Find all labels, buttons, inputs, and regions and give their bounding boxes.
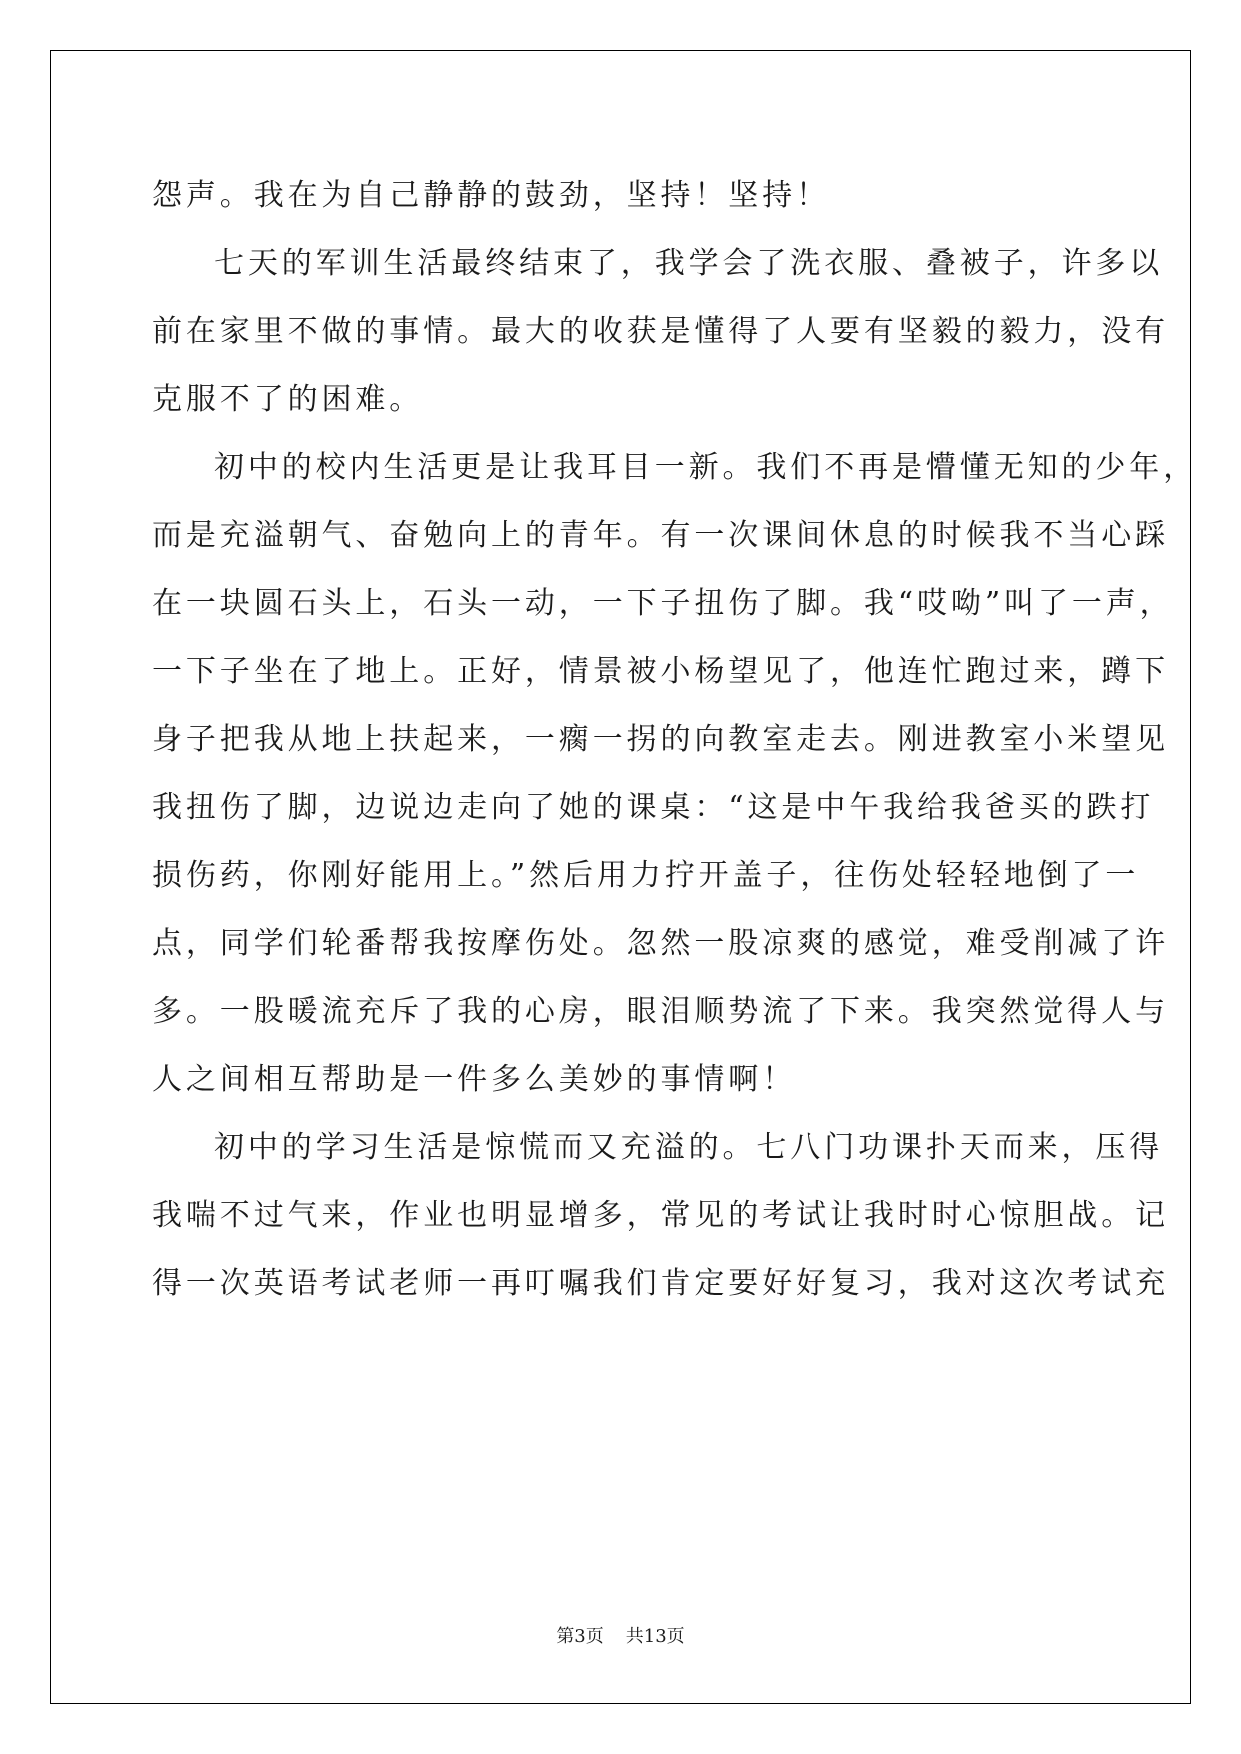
text-line: 克服不了的困难。 bbox=[152, 382, 424, 417]
page-total: 共13页 bbox=[625, 1626, 685, 1647]
text-line: 而是充溢朝气、奋勉向上的青年。有一次课间休息的时候我不当心踩 bbox=[152, 518, 1169, 553]
text-line: 怨声。我在为自己静静的鼓劲，坚持！坚持！ bbox=[152, 178, 830, 213]
text-line: 多。一股暖流充斥了我的心房，眼泪顺势流了下来。我突然觉得人与 bbox=[152, 994, 1169, 1029]
text-line: 七天的军训生活最终结束了，我学会了洗衣服、叠被子，许多以 bbox=[214, 246, 1164, 281]
page-footer bbox=[0, 1622, 1241, 1648]
text-line: 身子把我从地上扶起来，一瘸一拐的向教室走去。刚进教室小米望见 bbox=[152, 722, 1169, 757]
text-line: 人之间相互帮助是一件多么美妙的事情啊！ bbox=[152, 1062, 797, 1097]
text-line: 我喘不过气来，作业也明显增多，常见的考试让我时时心惊胆战。记 bbox=[152, 1198, 1169, 1233]
text-line: 前在家里不做的事情。最大的收获是懂得了人要有坚毅的毅力，没有 bbox=[152, 314, 1169, 349]
text-line: 损伤药，你刚好能用上。”然后用力拧开盖子，往伤处轻轻地倒了一 bbox=[152, 858, 1140, 893]
text-line: 一下子坐在了地上。正好，情景被小杨望见了，他连忙跑过来，蹲下 bbox=[152, 654, 1169, 689]
text-line: 在一块圆石头上，石头一动，一下子扭伤了脚。我“哎呦”叫了一声， bbox=[152, 586, 1174, 621]
text-line: 初中的学习生活是惊慌而又充溢的。七八门功课扑天而来，压得 bbox=[214, 1130, 1164, 1165]
text-line: 点，同学们轮番帮我按摩伤处。忽然一股凉爽的感觉，难受削减了许 bbox=[152, 926, 1169, 961]
text-line: 得一次英语考试老师一再叮嘱我们肯定要好好复习，我对这次考试充 bbox=[152, 1266, 1169, 1301]
text-line: 初中的校内生活更是让我耳目一新。我们不再是懵懂无知的少年， bbox=[214, 450, 1198, 485]
text-line: 我扭伤了脚，边说边走向了她的课桌：“这是中午我给我爸买的跌打 bbox=[152, 790, 1155, 825]
page-number: 第3页 bbox=[556, 1626, 604, 1647]
document-body bbox=[152, 162, 1198, 1318]
